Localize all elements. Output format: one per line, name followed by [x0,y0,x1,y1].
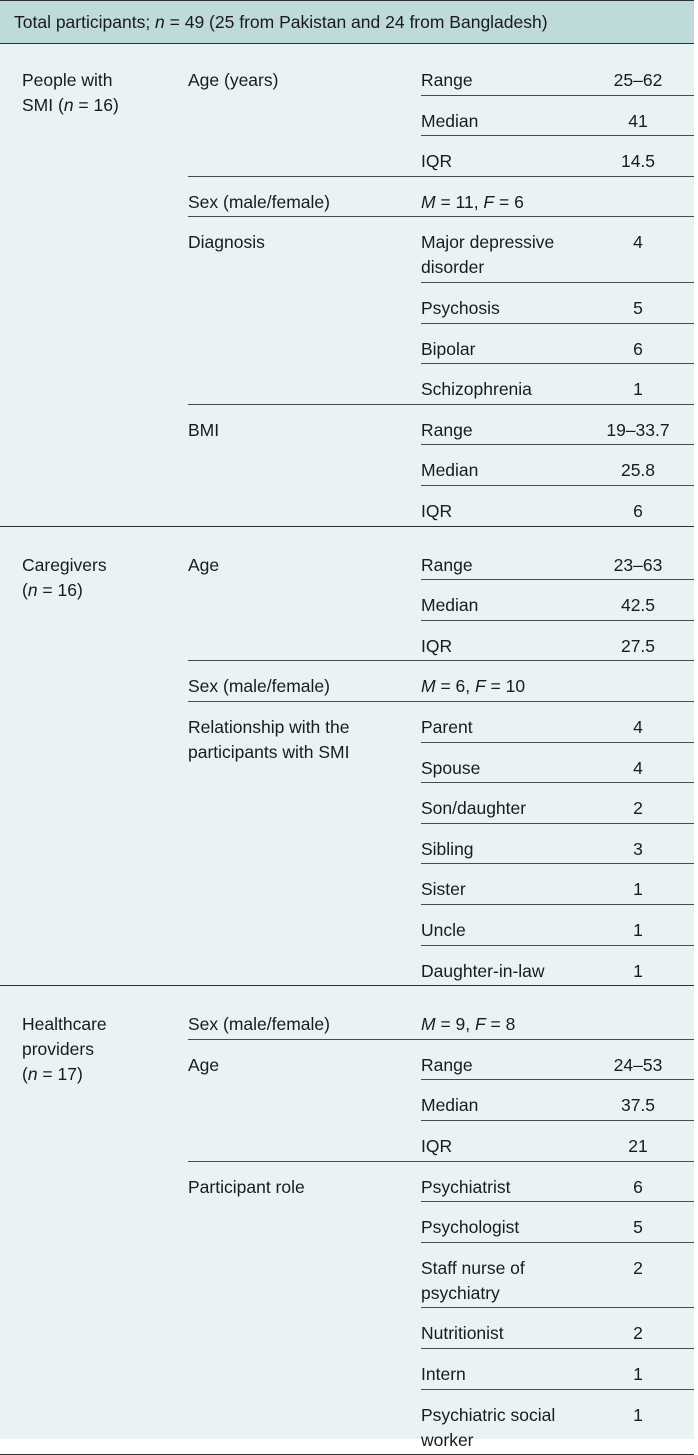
row-divider [421,1242,694,1243]
row-divider [421,579,694,580]
group-label: People with [22,70,113,90]
value-cell: 4 [633,232,643,253]
sub-label: M = 9, F = 8 [421,1014,516,1035]
sub-label: Parent [421,717,473,737]
sub-label: Son/daughter [421,798,527,819]
sub-label: IQR [421,1136,453,1156]
row-divider [188,1161,694,1162]
table-caption: Total participants; n = 49 (25 from Pakistan and 24 from Bangladesh) [14,12,548,32]
value-cell: 6 [633,501,643,521]
sub-label: Psychiatric social [421,1404,556,1425]
group-label: SMI (n = 16) [22,95,119,115]
sub-label: Bipolar [421,338,476,359]
attribute-label: Sex (male/female) [188,676,330,697]
value-cell: 14.5 [620,151,656,172]
row-divider [421,620,694,621]
value-cell: 37.5 [620,1095,656,1116]
sub-label: Staff nurse of [421,1257,525,1278]
sub-label: psychiatry [421,1282,500,1303]
value-cell: 25.8 [620,460,656,481]
sub-label: Range [421,554,473,575]
attribute-label: BMI [188,419,220,440]
sub-label: Psychiatrist [421,1176,511,1197]
row-divider [421,323,694,324]
attribute-label: Sex (male/female) [188,191,330,212]
group-label: (n = 16) [22,579,83,600]
attribute-label: Diagnosis [188,232,265,253]
row-divider [188,216,694,217]
row-divider [421,1307,694,1308]
sub-label: IQR [421,635,453,656]
sub-label: Sister [421,879,466,900]
row-divider [421,282,694,283]
row-divider [188,701,694,702]
value-cell: 41 [628,110,648,131]
section-divider [0,985,694,986]
sub-label: Median [421,1095,479,1116]
value-cell: 5 [633,298,643,318]
sub-label: Psychosis [421,298,500,318]
value-cell: 1 [633,920,643,940]
row-divider [421,863,694,864]
sub-label: Sibling [421,838,474,859]
row-divider [421,742,694,743]
row-divider [421,1201,694,1202]
value-cell: 6 [633,1176,643,1197]
attribute-label: Age [188,554,220,575]
value-cell: 2 [633,1323,643,1344]
attribute-label: participants with SMI [188,742,350,762]
value-cell: 1 [633,1364,643,1384]
sub-label: M = 11, F = 6 [421,191,524,212]
value-cell: 25–62 [613,70,663,90]
group-label: Caregivers [22,554,107,575]
sub-label: Median [421,110,479,131]
sub-label: Range [421,70,473,90]
sub-label: IQR [421,151,453,172]
row-divider [188,404,694,405]
row-divider [421,135,694,136]
row-divider [421,1079,694,1080]
row-divider [421,363,694,364]
sub-label: Uncle [421,920,466,940]
value-cell: 2 [633,798,643,819]
value-cell: 1 [633,879,643,900]
row-divider [421,823,694,824]
value-cell: 24–53 [613,1054,663,1075]
value-cell: 27.5 [620,635,656,656]
value-cell: 5 [633,1217,643,1238]
value-cell: 1 [633,960,643,981]
sub-label: Median [421,460,479,481]
sub-label: Schizophrenia [421,379,532,400]
value-cell: 23–63 [613,554,663,575]
row-divider [421,1348,694,1349]
sub-label: disorder [421,257,485,278]
section-divider [0,526,694,527]
row-divider [421,485,694,486]
attribute-label: Participant role [188,1176,305,1197]
group-label: providers [22,1039,94,1060]
row-divider [421,1120,694,1121]
row-divider [188,660,694,661]
attribute-label: Age (years) [188,70,279,90]
value-cell: 1 [633,1404,643,1425]
sub-label: M = 6, F = 10 [421,676,526,697]
sub-label: Median [421,595,479,616]
value-cell: 3 [633,838,643,859]
value-cell: 4 [633,717,643,737]
row-divider [421,95,694,96]
value-cell: 1 [633,379,643,400]
value-cell: 21 [628,1136,648,1156]
sub-label: Psychologist [421,1217,520,1238]
value-cell: 6 [633,338,643,359]
row-divider [421,945,694,946]
sub-label: Daughter-in-law [421,960,545,981]
attribute-label: Sex (male/female) [188,1014,330,1035]
row-divider [421,444,694,445]
sub-label: Range [421,419,473,440]
row-divider [188,1039,694,1040]
sub-label: IQR [421,501,453,521]
value-cell: 2 [633,1257,643,1278]
group-label: (n = 17) [22,1064,83,1085]
value-cell: 19–33.7 [606,419,670,440]
value-cell: 42.5 [620,595,656,616]
sub-label: Intern [421,1364,466,1384]
row-divider [421,782,694,783]
attribute-label: Age [188,1054,220,1075]
row-divider [421,904,694,905]
value-cell: 4 [633,757,643,778]
sub-label: Range [421,1054,473,1075]
sub-label: Nutritionist [421,1323,504,1344]
group-label: Healthcare [22,1014,107,1035]
row-divider [188,176,694,177]
row-divider [421,1389,694,1390]
sub-label: Major depressive [421,232,555,253]
sub-label: Spouse [421,757,481,778]
sub-label: worker [421,1429,474,1450]
attribute-label: Relationship with the [188,717,350,737]
